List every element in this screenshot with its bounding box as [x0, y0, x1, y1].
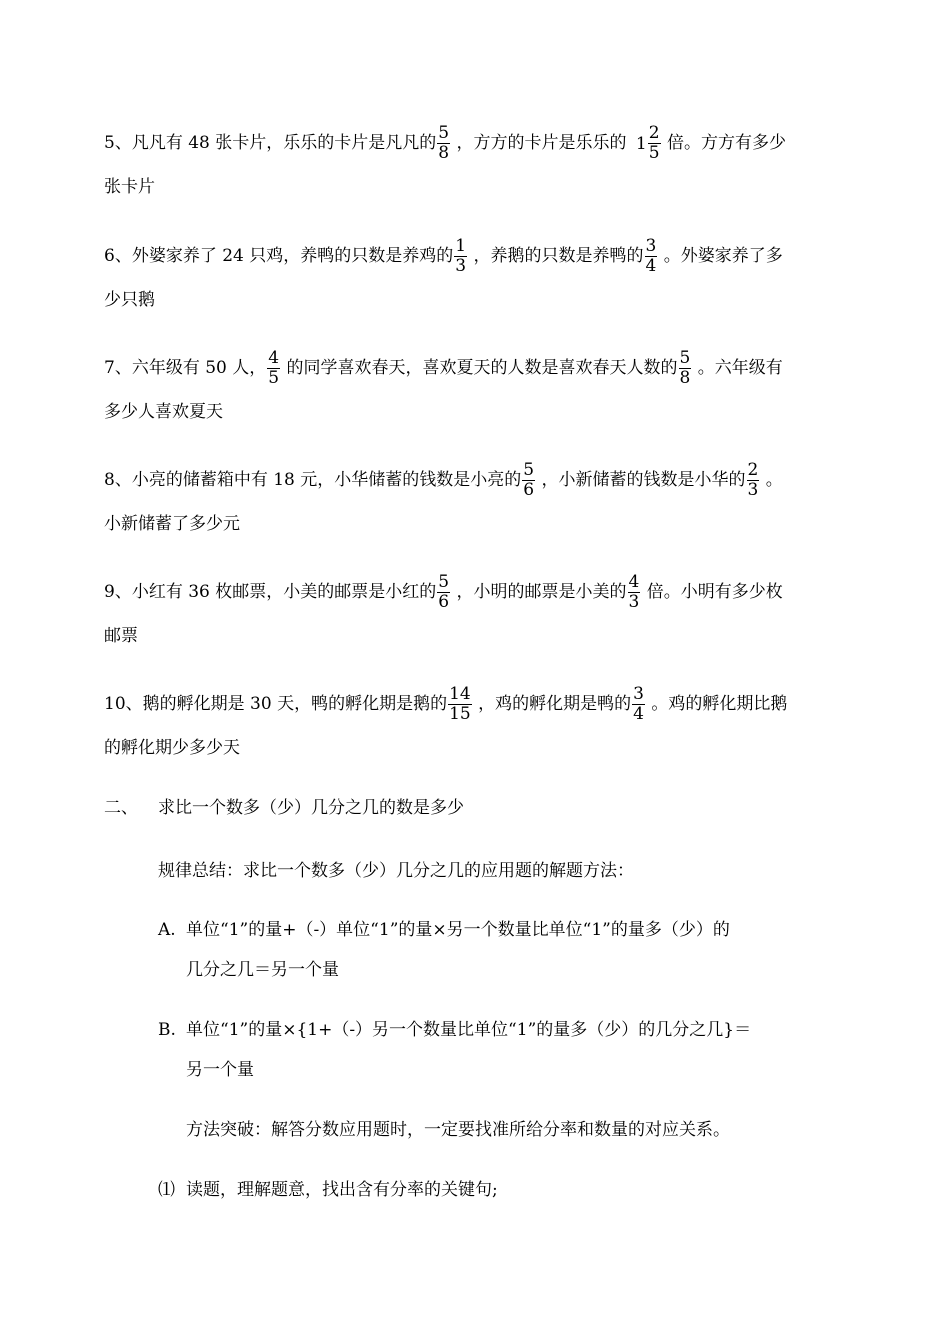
problem-text: ，养鹅的只数是养鸭的 [468, 246, 644, 266]
problem-8-line-1 [104, 462, 783, 499]
fraction-denominator: 3 [747, 480, 759, 500]
problem-9-line-1 [104, 574, 783, 611]
problem-text: ，小明的邮票是小美的 [451, 582, 627, 602]
problem-7-line-2 [104, 400, 223, 424]
fraction [437, 125, 450, 162]
fraction-denominator: 8 [679, 368, 691, 388]
mixed-number-whole: 1 [635, 133, 647, 154]
fraction [267, 350, 280, 387]
problem-text: 的同学喜欢春天，喜欢夏天的人数是喜欢春天人数的 [281, 358, 678, 378]
fraction-numerator: 5 [679, 348, 691, 368]
fraction-numerator: 2 [648, 123, 660, 143]
problem-text: 8、小亮的储蓄箱中有 18 元，小华储蓄的钱数是小亮的 [104, 470, 522, 490]
problem-8-line-2 [104, 512, 240, 536]
problem-text: 小新储蓄了多少元 [104, 514, 240, 534]
method-b-label: B. [158, 1020, 176, 1040]
step-1-text: 读题，理解题意，找出含有分率的关键句; [186, 1180, 498, 1200]
fraction-numerator: 5 [523, 460, 535, 480]
fraction-denominator: 4 [645, 256, 657, 276]
rule-summary: 规律总结：求比一个数多（少）几分之几的应用题的解题方法： [158, 861, 634, 881]
fraction-denominator: 8 [438, 143, 450, 163]
problem-text: 。 [760, 470, 783, 490]
section-title: 求比一个数多（少）几分之几的数是多少 [158, 798, 464, 818]
problem-text: 9、小红有 36 枚邮票，小美的邮票是小红的 [104, 582, 437, 602]
fraction [645, 238, 658, 275]
method-b-line-2: 另一个量 [186, 1060, 254, 1080]
problem-10-line-1 [104, 686, 787, 723]
fraction [454, 238, 467, 275]
problem-text: ，小新储蓄的钱数是小华的 [536, 470, 746, 490]
method-a-label: A. [158, 920, 176, 940]
problem-text: 倍。方方有多少 [661, 133, 786, 153]
fraction-denominator: 6 [438, 592, 450, 612]
problem-9-line-2 [104, 624, 138, 648]
problem-6-line-2 [104, 288, 155, 312]
fraction-denominator: 5 [648, 143, 660, 163]
fraction-denominator: 15 [449, 704, 471, 724]
fraction-numerator: 14 [449, 684, 471, 704]
method-a-line-1: 单位“1”的量+（-）单位“1”的量×另一个数量比单位“1”的量多（少）的 [186, 920, 730, 940]
problem-text: ，方方的卡片是乐乐的 [451, 133, 632, 153]
fraction [628, 574, 641, 611]
step-1-label: ⑴ [158, 1180, 175, 1200]
fraction [632, 686, 645, 723]
problem-text: 的孵化期少多少天 [104, 738, 240, 758]
fraction [522, 462, 535, 499]
fraction-denominator: 4 [633, 704, 644, 724]
fraction-numerator: 4 [268, 348, 280, 368]
problem-5-line-1 [104, 125, 786, 162]
problem-text: 6、外婆家养了 24 只鸡，养鸭的只数是养鸡的 [104, 246, 454, 266]
problem-5-line-2 [104, 175, 155, 199]
fraction [679, 350, 692, 387]
method-b-line-1: 单位“1”的量×{1+（-）另一个数量比单位“1”的量多（少）的几分之几}＝ [186, 1020, 752, 1040]
fraction-numerator: 5 [438, 123, 450, 143]
fraction-numerator: 4 [628, 572, 640, 592]
fraction [648, 125, 661, 162]
fraction [437, 574, 450, 611]
problem-text: 多少人喜欢夏天 [104, 402, 223, 422]
problem-10-line-2 [104, 736, 240, 760]
fraction-denominator: 5 [268, 368, 280, 388]
problem-text: 7、六年级有 50 人， [104, 358, 267, 378]
fraction-numerator: 2 [747, 460, 759, 480]
fraction-denominator: 3 [455, 256, 467, 276]
problem-text: 邮票 [104, 626, 138, 646]
problem-7-line-1 [104, 350, 783, 387]
problem-text: 10、鹅的孵化期是 30 天，鸭的孵化期是鹅的 [104, 694, 448, 714]
fraction-denominator: 6 [523, 480, 535, 500]
fraction-numerator: 3 [645, 236, 657, 256]
problem-text: 张卡片 [104, 177, 155, 197]
fraction [448, 686, 472, 723]
problem-text: 倍。小明有多少枚 [641, 582, 783, 602]
problem-text: 5、凡凡有 48 张卡片，乐乐的卡片是凡凡的 [104, 133, 437, 153]
problem-6-line-1 [104, 238, 783, 275]
fraction-denominator: 3 [628, 592, 640, 612]
problem-text: 少只鹅 [104, 290, 155, 310]
problem-text: 。六年级有 [692, 358, 783, 378]
problem-text: ，鸡的孵化期是鸭的 [472, 694, 632, 714]
problem-text: 。外婆家养了多 [658, 246, 783, 266]
problem-text: 。鸡的孵化期比鹅 [645, 694, 788, 714]
fraction-numerator: 5 [438, 572, 450, 592]
fraction [747, 462, 760, 499]
fraction-numerator: 3 [633, 684, 644, 704]
method-breakthrough: 方法突破：解答分数应用题时，一定要找准所给分率和数量的对应关系。 [186, 1120, 730, 1140]
method-a-line-2: 几分之几＝另一个量 [186, 960, 339, 980]
section-number: 二、 [104, 798, 138, 818]
fraction-numerator: 1 [455, 236, 467, 256]
